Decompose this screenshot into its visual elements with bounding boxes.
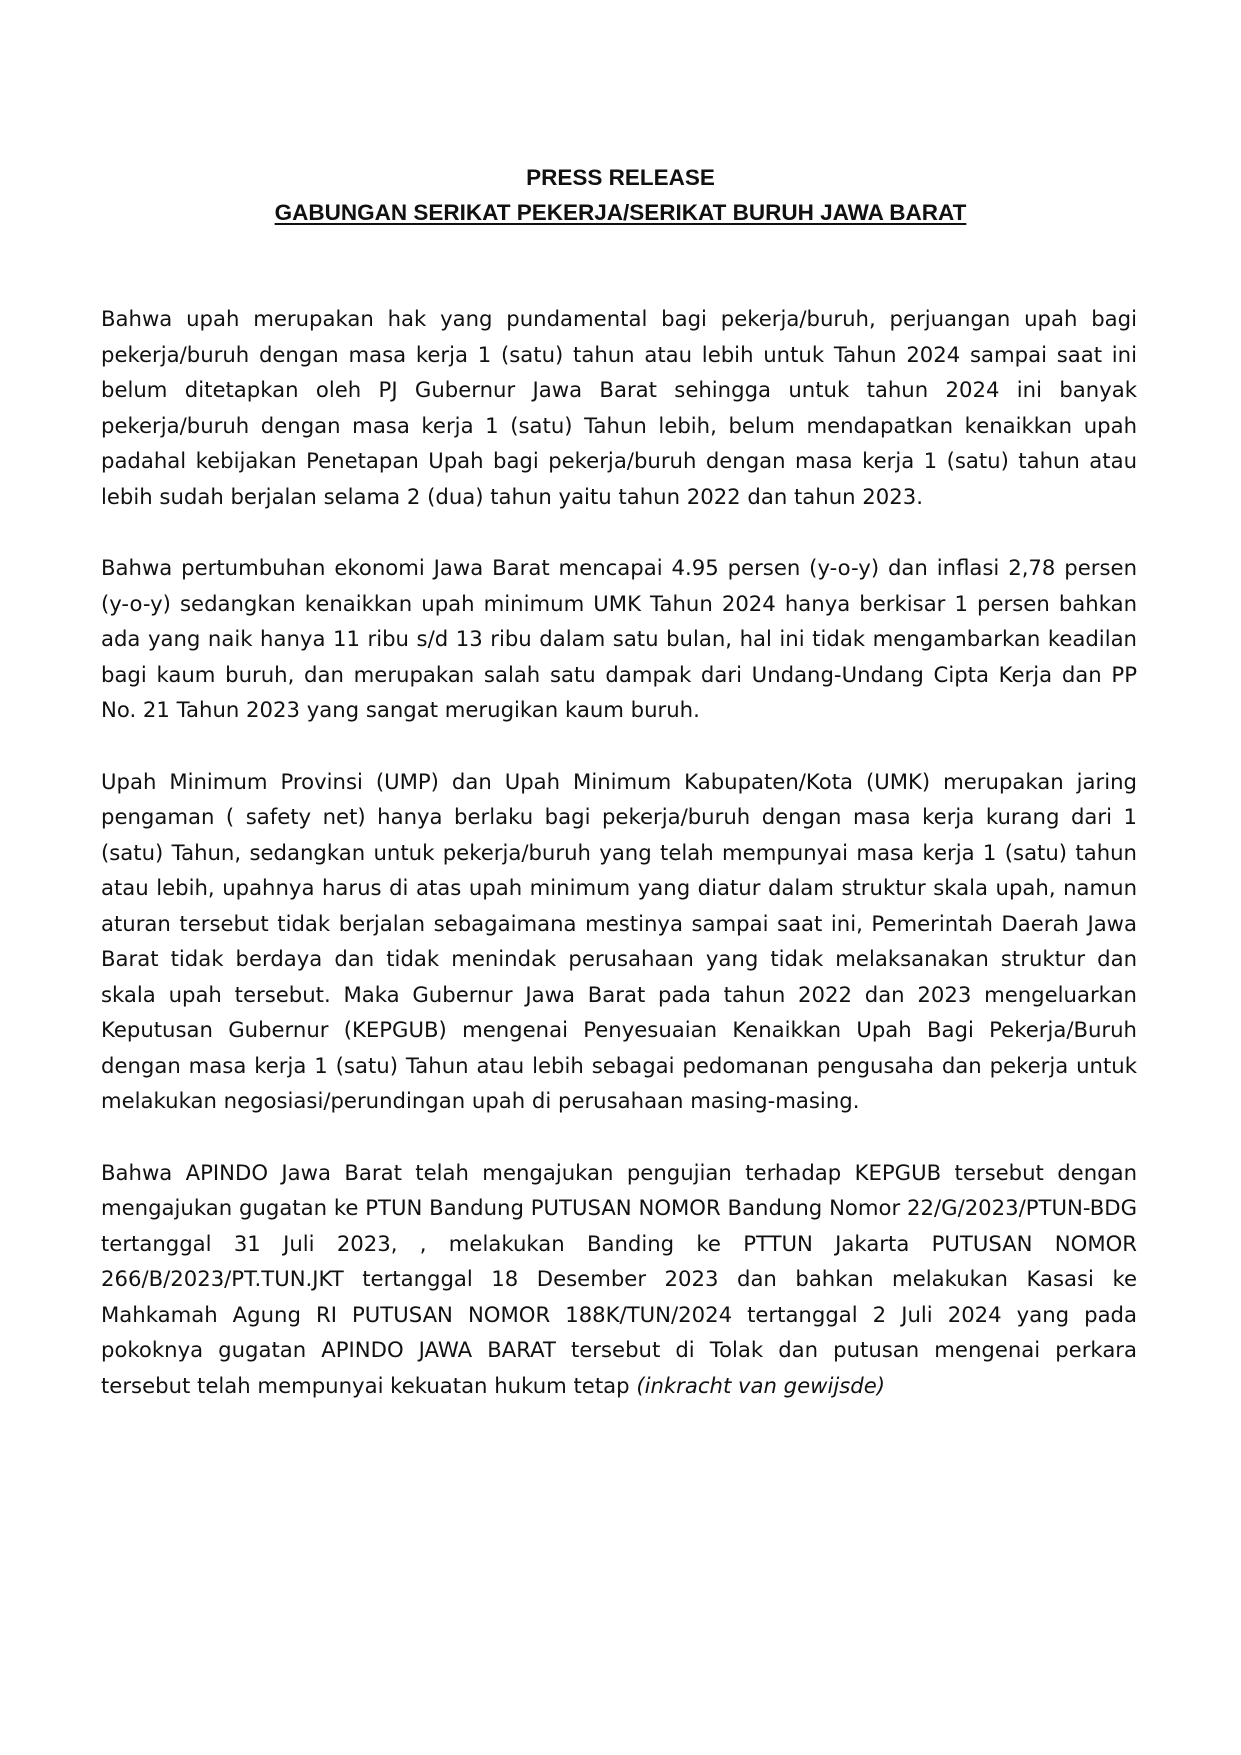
paragraph-economic-growth: Bahwa pertumbuhan ekonomi Jawa Barat mencapai 4.95 persen (y-o-y) dan inflasi 2,78 persen (y-o-y) sedangkan kenaikkan upah minimum UMK Tahun 2024 hanya berkisar 1 persen bahkan ada yang naik hanya 11 ribu s/d 13 ribu dalam satu bulan, hal ini tidak mengambarkan keadilan bagi kaum buruh, dan merupakan salah satu dampak dari Undang-Undang Cipta Kerja dan PP No. 21 Tahun 2023 yang sangat merugikan kaum buruh.: [101, 555, 1137, 722]
organization-subtitle: GABUNGAN SERIKAT PEKERJA/SERIKAT BURUH JAWA BARAT: [274, 200, 967, 225]
paragraph-minimum-wage: Upah Minimum Provinsi (UMP) dan Upah Minimum Kabupaten/Kota (UMK) merupakan jaring pengaman ( safety net) hanya berlaku bagi pekerja/buruh dengan masa kerja kurang dari 1 (satu) Tahun, sedangkan untuk pekerja/buruh yang telah mempunyai masa kerja 1 (satu) tahun atau lebih, upahnya harus di atas upah minimum yang diatur dalam struktur skala upah, namun aturan tersebut tidak berjalan sebagaimana mestinya sampai saat ini, Pemerintah Daerah Jawa Barat tidak berdaya dan tidak menindak perusahaan yang tidak melaksanakan struktur dan skala upah tersebut. Maka Gubernur Jawa Barat pada tahun 2022 dan 2023 mengeluarkan Keputusan Gubernur (KEPGUB) mengenai Penyesuaian Kenaikkan Upah Bagi Pekerja/Buruh dengan masa kerja 1 (satu) Tahun atau lebih sebagai pedomanan pengusaha dan pekerja untuk melakukan negosiasi/perundingan upah di perusahaan masing-masing.: [101, 768, 1137, 1113]
paragraph-apindo-lawsuit: [101, 1155, 1137, 1404]
paragraph-apindo-lawsuit-text: Bahwa APINDO Jawa Barat telah mengajukan pengujian terhadap KEPGUB tersebut dengan mengajukan gugatan ke PTUN Bandung PUTUSAN NOMOR Bandung Nomor 22/G/2023/PTUN-BDG tertanggal 31 Juli 2023, , melakukan Banding ke PTTUN Jakarta PUTUSAN NOMOR 266/B/2023/PT.TUN.JKT tertanggal 18 Desember 2023 dan bahkan melakukan Kasasi ke Mahkamah Agung RI PUTUSAN NOMOR 188K/TUN/2024 tertanggal 2 Juli 2024 yang pada pokoknya gugatan APINDO JAWA BARAT tersebut di Tolak dan putusan mengenai perkara tersebut telah mempunyai kekuatan hukum tetap: [101, 1159, 1137, 1398]
paragraph-wage-rights: Bahwa upah merupakan hak yang pundamental bagi pekerja/buruh, perjuangan upah bagi pekerja/buruh dengan masa kerja 1 (satu) tahun atau lebih untuk Tahun 2024 sampai saat ini belum ditetapkan oleh PJ Gubernur Jawa Barat sehingga untuk tahun 2024 ini banyak pekerja/buruh dengan masa kerja 1 (satu) Tahun lebih, belum mendapatkan kenaikkan upah padahal kebijakan Penetapan Upah bagi pekerja/buruh dengan masa kerja 1 (satu) tahun atau lebih sudah berjalan selama 2 (dua) tahun yaitu tahun 2022 dan tahun 2023.: [101, 306, 1137, 509]
document-header: [0, 160, 1241, 230]
press-release-title: PRESS RELEASE: [526, 165, 715, 190]
legal-term-italic: (inkracht van gewijsde): [636, 1372, 886, 1398]
document-body: [101, 301, 1137, 1439]
